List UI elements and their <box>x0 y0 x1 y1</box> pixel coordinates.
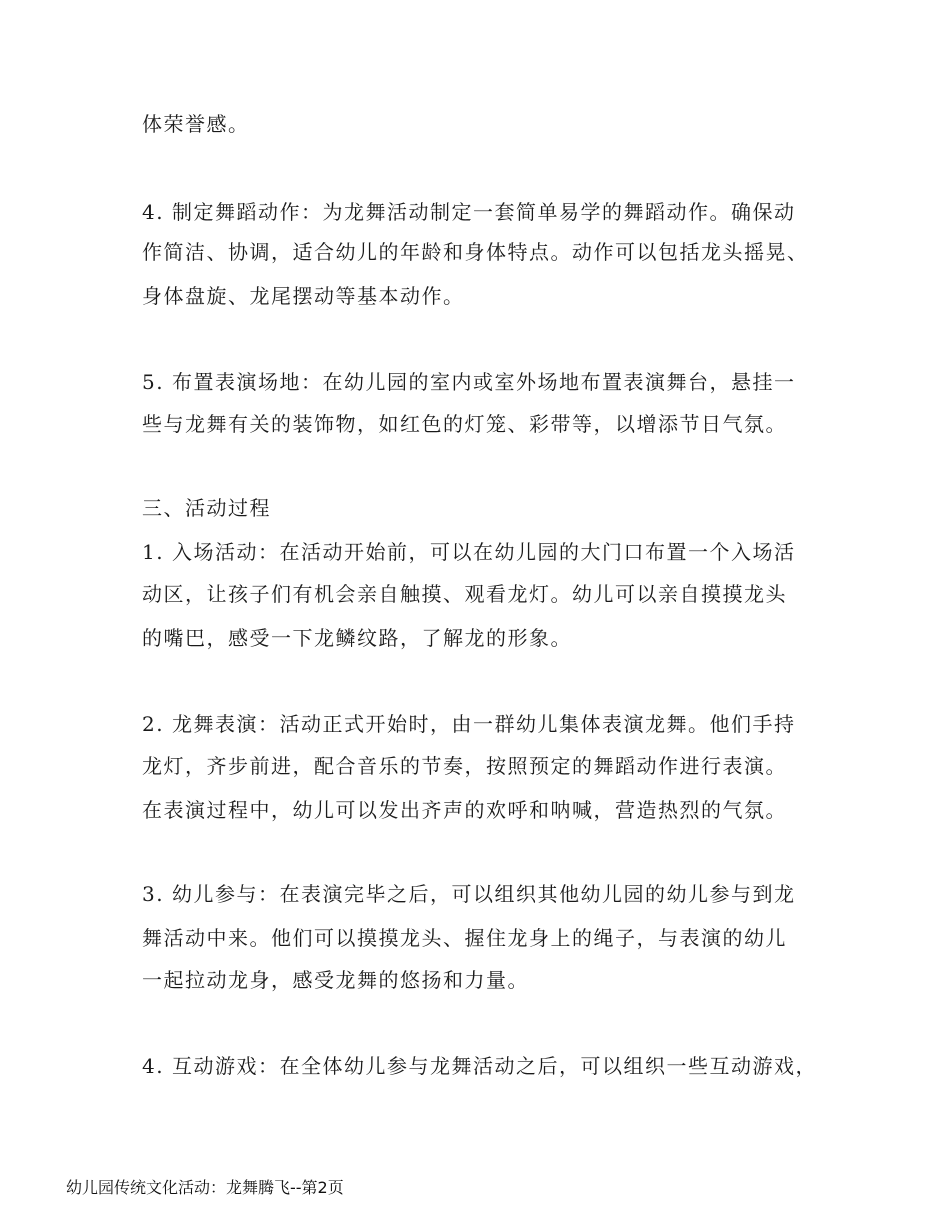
paragraph-line: 体荣誉感。 <box>142 112 250 136</box>
paragraph-line: 些与龙舞有关的装饰物，如红色的灯笼、彩带等，以增添节日气氛。 <box>142 412 787 436</box>
paragraph-line: 一起拉动龙身，感受龙舞的悠扬和力量。 <box>142 968 529 992</box>
paragraph-line: 舞活动中来。他们可以摸摸龙头、握住龙身上的绳子，与表演的幼儿 <box>142 926 787 950</box>
paragraph-line: 作简洁、协调，适合幼儿的年龄和身体特点。动作可以包括龙头摇晃、 <box>142 240 809 264</box>
paragraph-line: 动区，让孩子们有机会亲自触摸、观看龙灯。幼儿可以亲自摸摸龙头 <box>142 582 787 606</box>
paragraph-line: 4. 互动游戏：在全体幼儿参与龙舞活动之后，可以组织一些互动游戏， <box>142 1054 817 1078</box>
paragraph-line: 身体盘旋、龙尾摆动等基本动作。 <box>142 284 465 308</box>
paragraph-line: 4. 制定舞蹈动作：为龙舞活动制定一套简单易学的舞蹈动作。确保动 <box>142 200 796 224</box>
paragraph-line: 3. 幼儿参与：在表演完毕之后，可以组织其他幼儿园的幼儿参与到龙 <box>142 882 796 906</box>
paragraph-line: 的嘴巴，感受一下龙鳞纹路，了解龙的形象。 <box>142 626 572 650</box>
paragraph-line: 2. 龙舞表演：活动正式开始时，由一群幼儿集体表演龙舞。他们手持 <box>142 712 796 736</box>
paragraph-line: 龙灯，齐步前进，配合音乐的节奏，按照预定的舞蹈动作进行表演。 <box>142 754 787 778</box>
paragraph-line: 在表演过程中，幼儿可以发出齐声的欢呼和呐喊，营造热烈的气氛。 <box>142 798 787 822</box>
paragraph-line: 1. 入场活动：在活动开始前，可以在幼儿园的大门口布置一个入场活 <box>142 540 796 564</box>
page-footer: 幼儿园传统文化活动：龙舞腾飞--第2页 <box>66 1178 344 1197</box>
section-heading: 三、活动过程 <box>142 496 271 520</box>
paragraph-line: 5. 布置表演场地：在幼儿园的室内或室外场地布置表演舞台，悬挂一 <box>142 370 796 394</box>
